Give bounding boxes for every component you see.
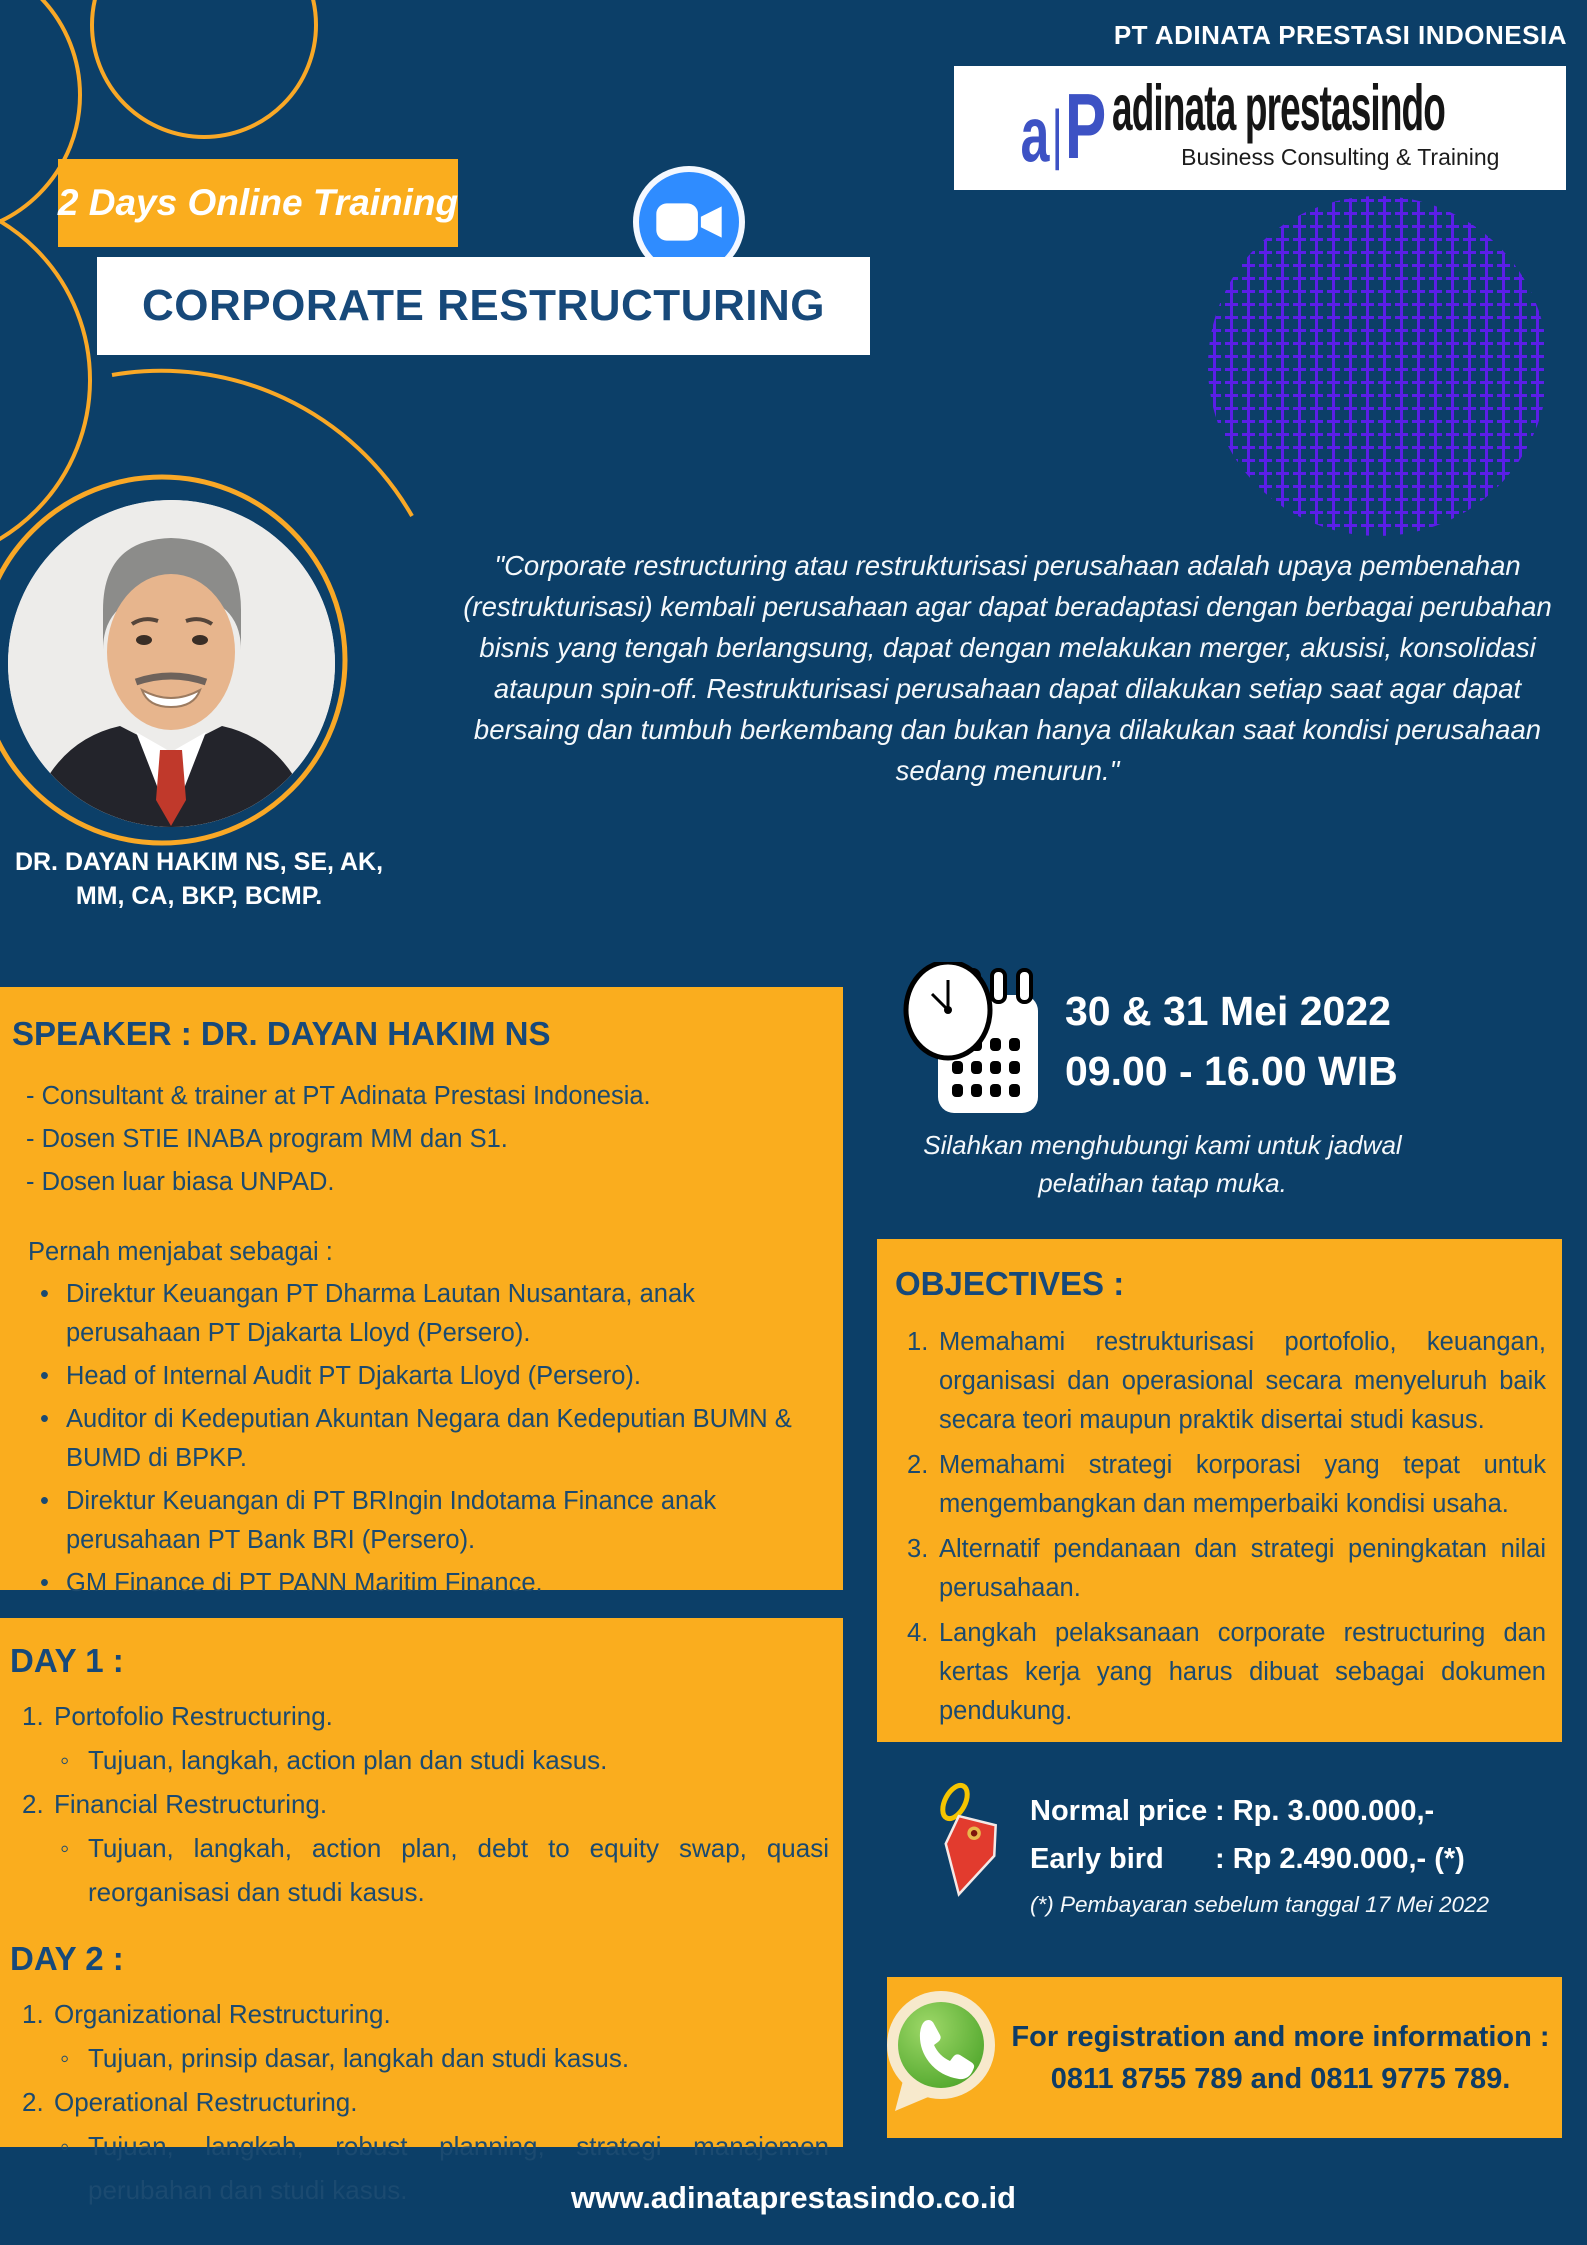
video-camera-icon (653, 196, 725, 248)
speaker-bio-section (0, 987, 843, 1597)
company-name: PT ADINATA PRESTASI INDONESIA (1113, 20, 1567, 50)
day2-heading: DAY 2 : (10, 1940, 124, 1977)
registration-info-line: For registration and more information : (1011, 2020, 1550, 2053)
dotted-sphere-decoration (1206, 194, 1550, 538)
speaker-credentials (0, 845, 398, 913)
company-logo (954, 66, 1566, 190)
speaker-role: - Dosen STIE INABA program MM dan S1. (26, 1125, 508, 1153)
price-payment-note: (*) Pembayaran sebelum tanggal 17 Mei 2022 (1030, 1892, 1490, 1917)
training-type-banner (58, 159, 458, 247)
agenda-subitem: ◦ Tujuan, langkah, action plan, debt to equity swap, quasi reorganisasi dan studi kasus. (54, 1826, 829, 1914)
price-tag-icon (925, 1778, 1015, 1908)
objectives-section (877, 1239, 1562, 1742)
objectives-list (877, 1323, 1562, 1731)
price-normal-label: Normal price (1030, 1795, 1208, 1827)
logo-name: adinata prestasindo (1112, 72, 1446, 145)
speaker-role: - Dosen luar biasa UNPAD. (26, 1168, 335, 1196)
training-date: 30 & 31 Mei 2022 (1065, 988, 1391, 1034)
price-normal-value: : Rp. 3.000.000,- (1215, 1795, 1435, 1827)
agenda-item: Financial Restructuring. ◦ Tujuan, langkah, action plan, debt to equity swap, quasi reorganisasi dan studi kasus. (22, 1782, 829, 1914)
past-role-item: • Auditor di Kedeputian Akuntan Negara dan Kedeputian BUMN & BUMD di BPKP. (40, 1400, 829, 1478)
agenda-section (0, 1618, 843, 2205)
objective-item: Alternatif pendanaan dan strategi peningkatan nilai perusahaan. (939, 1535, 1546, 1602)
speaker-role: - Consultant & trainer at PT Adinata Prestasi Indonesia. (26, 1082, 651, 1110)
agenda-subitem: ◦ Tujuan, langkah, action plan dan studi kasus. (54, 1738, 829, 1782)
registration-section (887, 1977, 1562, 2138)
speaker-photo (8, 500, 335, 827)
price-early-label: Early bird (1030, 1843, 1164, 1875)
day2-list (0, 1992, 843, 2212)
agenda-subitem: ◦ Tujuan, prinsip dasar, langkah dan studi kasus. (54, 2036, 829, 2080)
agenda-item: Organizational Restructuring. ◦ Tujuan, prinsip dasar, langkah dan studi kasus. (22, 1992, 829, 2080)
objective-item: Memahami strategi korporasi yang tepat untuk mengembangkan dan memperbaiki kondisi usaha. (939, 1451, 1546, 1518)
price-early-bird (1030, 1843, 1465, 1876)
speaker-name-line2: MM, CA, BKP, BCMP. (75, 882, 323, 910)
whatsapp-icon (875, 1985, 1005, 2117)
logo-tagline: Business Consulting & Training (1181, 144, 1500, 170)
day1-list (0, 1694, 843, 1914)
day1-heading: DAY 1 : (10, 1642, 124, 1679)
course-title: CORPORATE RESTRUCTURING (142, 281, 825, 330)
price-normal (1030, 1795, 1434, 1828)
price-early-value: : Rp 2.490.000,- (*) (1215, 1843, 1465, 1875)
agenda-item: Operational Restructuring. ◦ Tujuan, langkah, robust planning, strategi manajemen perubahan dan studi kasus. (22, 2080, 829, 2212)
speaker-name-line1: DR. DAYAN HAKIM NS, SE, AK, (14, 848, 384, 876)
past-role-item: • Direktur Keuangan PT Dharma Lautan Nusantara, anak perusahaan PT Djakarta Lloyd (Persero). (40, 1275, 829, 1353)
training-time: 09.00 - 16.00 WIB (1065, 1048, 1398, 1094)
agenda-item: Portofolio Restructuring. ◦ Tujuan, langkah, action plan dan studi kasus. (22, 1694, 829, 1782)
objective-item: Langkah pelaksanaan corporate restructuring dan kertas kerja yang harus dibuat sebagai dokumen pendukung. (939, 1619, 1546, 1725)
registration-phone-numbers: 0811 8755 789 and 0811 9775 789. (1050, 2062, 1511, 2095)
past-role-item: • Head of Internal Audit PT Djakarta Lloyd (Persero). (40, 1357, 829, 1396)
course-title-box (97, 257, 870, 355)
website-url: www.adinataprestasindo.co.id (571, 2180, 1016, 2215)
calendar-clock-icon (900, 962, 1110, 1122)
speaker-heading: SPEAKER : DR. DAYAN HAKIM NS (12, 1015, 551, 1052)
objective-item: Memahami restrukturisasi portofolio, keuangan, organisasi dan operasional secara menyeluruh baik secara teori maupun praktik disertai studi kasus. (939, 1328, 1546, 1434)
past-role-item: • GM Finance di PT PANN Maritim Finance. (40, 1564, 829, 1603)
training-type-label: 2 Days Online Training (57, 182, 459, 223)
speaker-portrait-image (8, 500, 335, 827)
logo-monogram-icon: a | P (1020, 75, 1107, 179)
objectives-heading: OBJECTIVES : (895, 1265, 1125, 1302)
agenda-subitem: ◦ Tujuan, langkah, robust planning, strategi manajemen perubahan dan studi kasus. (54, 2124, 829, 2212)
past-role-item: • Direktur Keuangan di PT BRIngin Indotama Finance anak perusahaan PT Bank BRI (Persero). (40, 1482, 829, 1560)
past-roles-heading: Pernah menjabat sebagai : (28, 1238, 333, 1266)
course-description-quote: "Corporate restructuring atau restrukturisasi perusahaan adalah upaya pembenahan (restrukturisasi) kembali perusahaan agar dapat beradaptasi dengan berbagai perubahan bisnis yang tengah berlangsung, dapat dengan melakukan merger, akusisi, konsolidasi ataupun spin-off. Restrukturisasi perusahaan dapat dilakukan setiap saat agar dapat bersaing dan tumbuh berkembang dan bukan hanya dilakukan saat kondisi perusahaan sedang menurun." (463, 550, 1552, 786)
schedule-note: Silahkan menghubungi kami untuk jadwal pelatihan tatap muka. (923, 1130, 1402, 1198)
past-roles-list (0, 1275, 843, 1603)
